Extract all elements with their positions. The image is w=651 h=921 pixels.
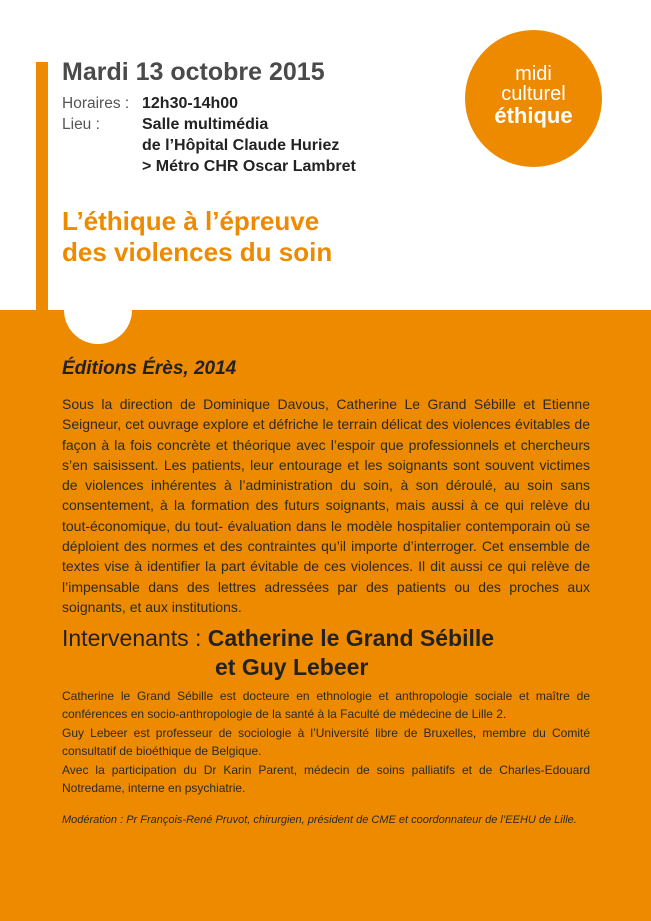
intervenant-1: Catherine le Grand Sébille bbox=[207, 625, 495, 651]
lieu-row bbox=[62, 114, 356, 135]
lieu-row-3 bbox=[62, 156, 356, 177]
speaker-bios bbox=[62, 687, 590, 797]
lieu-line1: Salle multimédia bbox=[142, 116, 269, 133]
event-date: Mardi 13 octobre 2015 bbox=[62, 58, 325, 86]
circle-notch bbox=[64, 276, 132, 344]
event-info bbox=[62, 93, 356, 177]
content-section bbox=[0, 310, 651, 921]
book-description: Sous la direction de Dominique Davous, Catherine Le Grand Sébille et Etienne Seigneur, cet ouvrage explore et défriche le terrain délicat des violences évitables de façon à la fois concrète et théorique avec l’espoir que professionnels et chercheurs s’en saisissent. Les patients, leur entourage et les soignants sont souvent victimes de violences inhérentes à l’administration du soin, à son déroulé, au soin sans consentement, à la formation des futurs soignants, mais aussi à ce qui relève du tout-économique, du tout- évaluation dans le modèle hospitalier contemporain où se déploient des normes et des contraintes qu’il importe d’interroger. Cet ensemble de textes vise à identifier la part évitable de ces violences. Il dit aussi ce qui relève de l’impensable dans des lettres adressées par des patients ou des proches aux soignants, et aux institutions. bbox=[62, 396, 590, 615]
bio-3: Avec la participation du Dr Karin Parent, médecin de soins palliatifs et de Charles-Edouard Notredame, interne en psychiatrie. bbox=[62, 762, 590, 796]
badge-line1: midi bbox=[515, 63, 552, 85]
horaires-row bbox=[62, 93, 356, 114]
lieu-label: Lieu : bbox=[62, 116, 100, 133]
bio-2: Guy Lebeer est professeur de sociologie à l’Université libre de Bruxelles, membre du Comité consultatif de bioéthique de Belgique. bbox=[62, 725, 590, 759]
accent-bar bbox=[36, 62, 48, 310]
lieu-line3: > Métro CHR Oscar Lambret bbox=[142, 158, 356, 175]
editions-heading: Éditions Érès, 2014 bbox=[62, 358, 237, 379]
midi-culturel-badge bbox=[465, 30, 602, 167]
badge-line2: culturel bbox=[501, 83, 566, 105]
title-line2: des violences du soin bbox=[62, 237, 333, 267]
horaires-label: Horaires : bbox=[62, 95, 130, 112]
spacer bbox=[62, 135, 142, 156]
lieu-line2: de l’Hôpital Claude Huriez bbox=[142, 137, 340, 154]
spacer bbox=[62, 156, 142, 177]
intervenant-2: et Guy Lebeer bbox=[215, 654, 369, 680]
header-section bbox=[0, 0, 651, 310]
intervenants-label: Intervenants : bbox=[62, 625, 208, 651]
lieu-row-2 bbox=[62, 135, 356, 156]
title-line1: L’éthique à l’épreuve bbox=[62, 206, 320, 236]
bio-1: Catherine le Grand Sébille est docteure en ethnologie et anthropologie sociale et maître de conférences en socio-anthropologie de la santé à la Faculté de médecine de Lille 2. bbox=[62, 689, 590, 722]
horaires-value: 12h30-14h00 bbox=[142, 95, 239, 112]
event-title bbox=[62, 206, 332, 268]
intervenants-heading bbox=[62, 624, 494, 682]
moderation-note: Modération : Pr François-René Pruvot, chirurgien, président de CME et coordonnateur de l’EEHU de Lille. bbox=[62, 814, 577, 826]
badge-line3: éthique bbox=[494, 103, 573, 128]
